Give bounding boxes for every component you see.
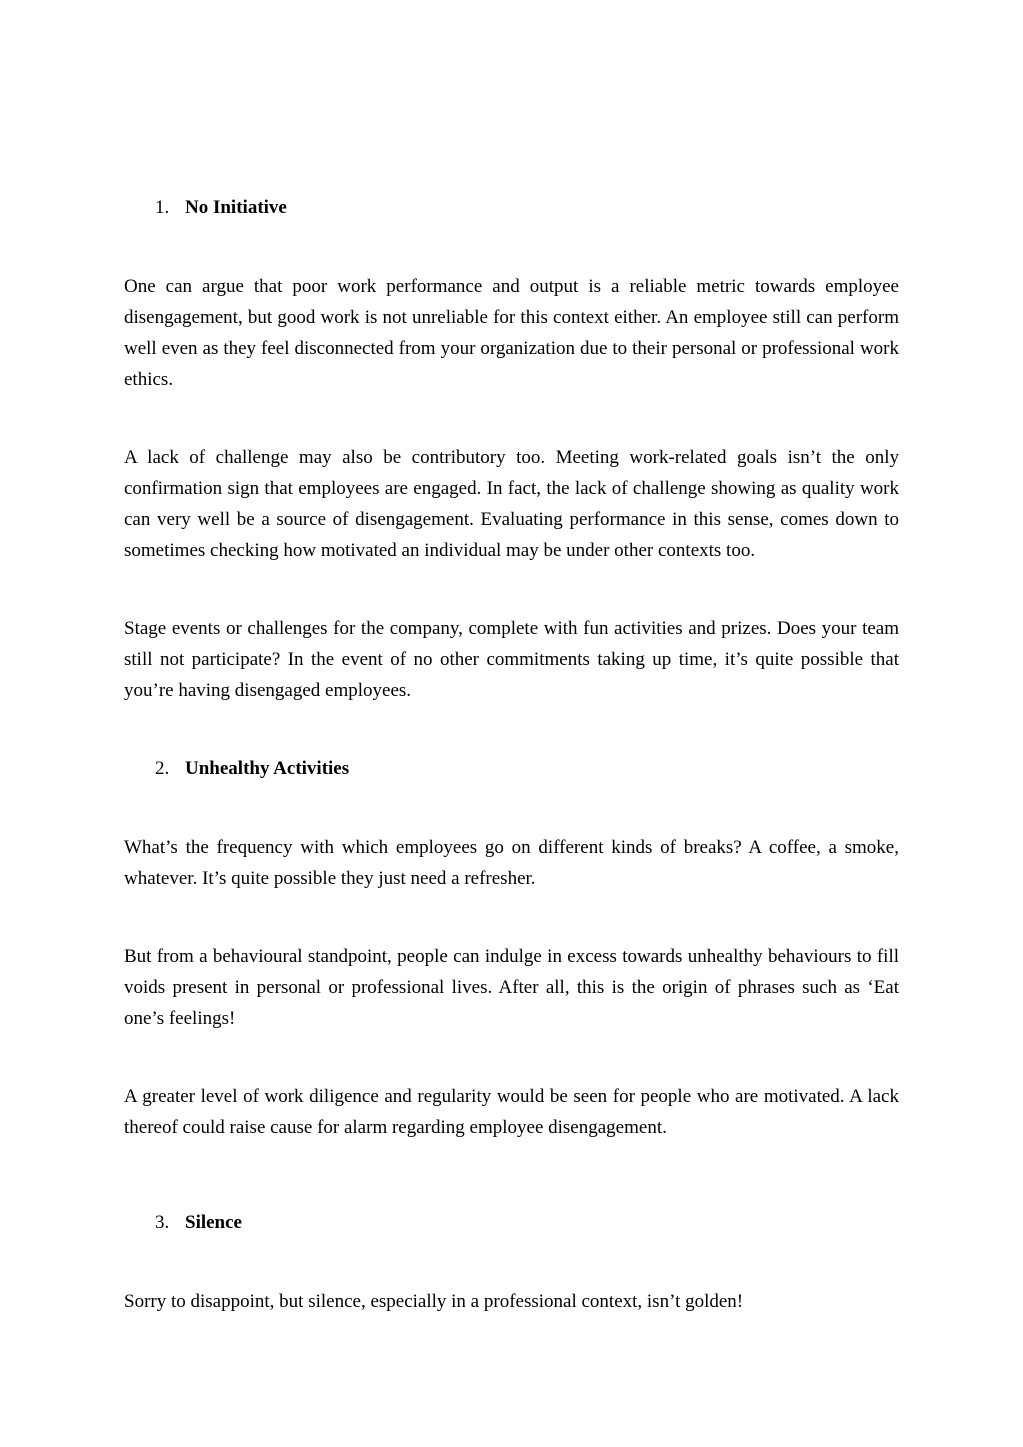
section-number: 1.: [155, 197, 170, 218]
paragraph: Sorry to disappoint, but silence, especially in a professional context, isn’t golden!: [124, 1291, 744, 1312]
section-number: 2.: [155, 758, 170, 779]
section-heading-silence: [155, 1207, 242, 1238]
paragraph: But from a behavioural standpoint, people can indulge in excess towards unhealthy behaviours to fill voids present in personal or professional lives. After all, this is the origin of phrases such as ‘Eat one’s feelings!: [124, 946, 899, 1029]
section-heading-unhealthy-activities: [155, 753, 349, 784]
paragraph: One can argue that poor work performance and output is a reliable metric towards employee disengagement, but good work is not unreliable for this context either. An employee still can perform well even as they feel disconnected from your organization due to their personal or professional work ethics.: [124, 276, 899, 390]
section-title: Unhealthy Activities: [185, 758, 350, 779]
paragraph: A lack of challenge may also be contributory too. Meeting work-related goals isn’t the only confirmation sign that employees are engaged. In fact, the lack of challenge showing as quality work can very well be a source of disengagement. Evaluating performance in this sense, comes down to sometimes checking how motivated an individual may be under other contexts too.: [124, 447, 899, 561]
paragraph: A greater level of work diligence and regularity would be seen for people who are motivated. A lack thereof could raise cause for alarm regarding employee disengagement.: [124, 1086, 899, 1138]
paragraph: What’s the frequency with which employees go on different kinds of breaks? A coffee, a smoke, whatever. It’s quite possible they just need a refresher.: [124, 837, 899, 889]
section-heading-no-initiative: [155, 192, 287, 223]
section-title: No Initiative: [185, 197, 287, 218]
section-title: Silence: [185, 1212, 242, 1233]
section-number: 3.: [155, 1212, 170, 1233]
paragraph: Stage events or challenges for the company, complete with fun activities and prizes. Does your team still not participate? In the event of no other commitments taking up time, it’s quite possible that you’re having disengaged employees.: [124, 618, 899, 701]
